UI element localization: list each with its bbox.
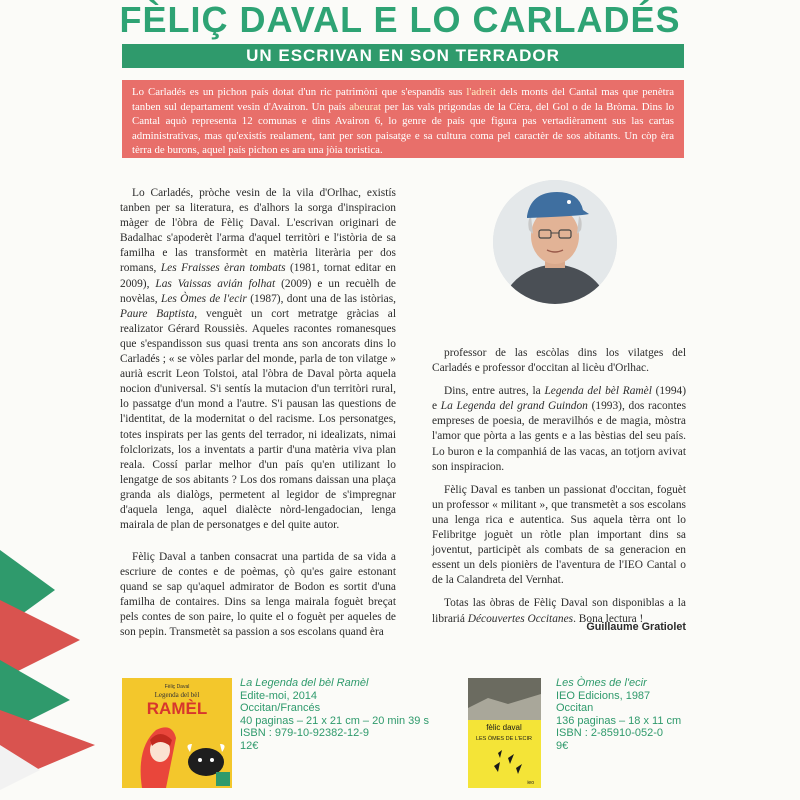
intro-box: [122, 80, 684, 158]
cover-title-line1: Legenda del bèl: [154, 691, 200, 699]
cover-art: [468, 678, 541, 788]
book-publisher: Edite-moi, 2014: [240, 689, 318, 702]
article-paragraph: [432, 384, 686, 475]
intro-highlight-1: l'adreit: [466, 86, 496, 98]
author-portrait: [493, 180, 617, 304]
book-title-ref: Les Fraisses èran tombats: [160, 262, 286, 275]
book-cover-omes: [468, 678, 541, 788]
intro-highlight-2: abeurat: [349, 100, 382, 113]
book-title-ref: Les Òmes de l'ecir: [161, 292, 247, 305]
book-format: 136 paginas – 18 x 11 cm: [556, 714, 682, 727]
book-info-omes: [556, 677, 756, 753]
book-info-ramel: [240, 677, 460, 753]
article-column-left-top: [120, 186, 396, 533]
page-title: FÈLIÇ DAVAL E LO CARLADÉS: [119, 0, 681, 40]
cover-title-line2: RAMÈL: [146, 699, 208, 718]
intro-text-2: dels monts del Cantal mas que penètra tanben sul departament vesin d'Avairon. Un país: [132, 86, 675, 113]
text-run: (1994) e: [432, 385, 687, 413]
book-title-ref: Legenda del bèl Ramèl: [544, 385, 652, 398]
article-column-left-bottom: [120, 550, 396, 641]
book-title-ref: La Legenda del grand Guindon: [440, 400, 588, 413]
book-title-ref: Paure Baptista: [120, 307, 195, 320]
book-cover-ramel: [122, 678, 232, 788]
text-run: Lo Carladés, pròche vesin de la vila d'Orlhac, existís tanben per sa literatura, es d'alhors la sorga d'inspiracion màger de l'òbra de Fèliç Daval. L'escrivan originari de Badalhac s'apoderèt l'arma d'aquel territòri e l'istòria de sa familha e las transformèt en matèria literària per dos romans,: [120, 187, 396, 275]
intro-text-3: per las vals prigondas de la Cèra, del Gol o de la Bròma. Dins lo Cantal aquò representa 12 comunas e dins Avairon 6, lo genre de país que figura pas vertadièrament sus las cartas administrativas, mas qu'existís realament, tant per son paisatge e sa cultura coma pel caractèr de sos abitants. Un còp èra tèrra de burons, aquel país pichon es ara una jòia toristica.: [132, 100, 674, 157]
text-run: (1987), dont una de las istòrias,: [246, 292, 396, 305]
text-run: (1981, tornat editar en 2009),: [120, 262, 396, 290]
book-price: 9€: [556, 739, 569, 752]
book-isbn: ISBN : 2-85910-052-0: [556, 727, 664, 740]
text-run: (1993), dos racontes empreses de poesia, de meravilhós e de magia, mòstra l'amor que pòrta a las gents e a las bèstias del seu país. Lo buron e la companhiá de las vacas, an totjorn avivat son inspiracion.: [432, 400, 687, 473]
portrait-image: [493, 180, 617, 304]
article-paragraph: Fèliç Daval a tanben consacrat una partida de sa vida a escriure de contes e de poèmas, çò qu'es gaire estonant quand se sap qu'aquel admirator de Bodon es sortit d'una familha de contaires. Dins sa lenga mairala foguèt breçat pels contes de son paire, lo quite el o foguèt per aqueles de son pepin. Transmetèt sa passion a sos escolans quand èra: [120, 551, 396, 639]
cover-author: fèlic daval: [486, 723, 522, 732]
article-author: Guillaume Gratiolet: [586, 621, 686, 633]
article-column-right: [432, 346, 686, 635]
article-paragraph: Fèliç Daval es tanben un passionat d'occitan, foguèt un professor « militant », que transmetèt a sos escolans una lenga rica e autentica. Sus aquela tèrra ont lo Felibritge joguèt un ròtle plan important dins sa joventut, participèt als combats de sa generacion en essent un dels pionièrs de l'aventura de l'IEO Cantal o de la Calandreta del Vernhat.: [432, 483, 686, 587]
umbrella-decoration: [0, 530, 110, 790]
book-language: Occitan: [556, 702, 594, 715]
cover-art: [122, 678, 232, 788]
book-isbn: ISBN : 979-10-92382-12-9: [240, 727, 370, 740]
cover-title: LES ÒMES DE L'ECIR: [475, 736, 533, 742]
intro-text-1: Lo Carladés es un pichon país dotat d'un ric patrimòni que s'espandís sus: [132, 86, 467, 98]
cover-publisher-mark: ieo: [527, 780, 534, 786]
book-language: Occitan/Francés: [240, 702, 321, 715]
page-subtitle: UN ESCRIVAN EN SON TERRADOR: [122, 44, 684, 68]
book-format: 40 paginas – 21 x 21 cm – 20 min 39 s: [240, 714, 429, 727]
article-paragraph: [120, 186, 396, 533]
text-run: Dins, entre autres, la: [444, 385, 545, 398]
text-run: (2009) e un recuèlh de novèlas,: [120, 277, 396, 305]
bookshop-name: Découvertes Occitanes: [467, 612, 574, 625]
article-paragraph: professor de las escòlas dins los vilatges del Carladés e professor d'occitan al licèu d'Orlhac.: [432, 347, 686, 375]
book-price: 12€: [240, 739, 259, 752]
cover-author: Fèliç Daval: [164, 684, 190, 690]
text-run: , venguèt un cort metratge gràcias al realizator Gérard Roussiès. Aqueles racontes romanesques que s'espandisson sus quasi trenta ans son ancorats dins lo Carladés ; « se vòles parlar del monde, parla de ton vilatge » aurià escrit Leon Tolstoi, atal l'òbra de Daval pòrta aquela nocion d'universal. S'i sentís la mutacion d'un territòri rural, lo passatge d'un mond a l'autre. S'i pausan las questions de l'identitat, de la modernitat o del racisme. Los personatges, totes inspirats per las gents del terrador, ni idealizats, nimai folclorizats, los a inventats a partir d'una matèria viva plan reala. Cossí parlar melhor d'un país qu'en utilizant lo lengatge de sos abitants ? Los dos romans daissan una plaça granda als dialògs, permetent al legidor de s'impregnar d'aquela lenga, aquel dialècte nòrd-lengadocian, lenga mairala de plan de personatges e del quite autor.: [120, 307, 397, 532]
text-run: . Bona lectura !: [573, 612, 644, 625]
book-title: Les Òmes de l'ecir: [556, 677, 647, 689]
text-run: Totas las òbras de Fèliç Daval son disponiblas a la librariá: [432, 597, 686, 625]
book-publisher: IEO Edicions, 1987: [556, 689, 651, 702]
book-title: La Legenda del bèl Ramèl: [240, 677, 369, 689]
book-title-ref: Las Vaissas avián folhat: [155, 277, 276, 290]
